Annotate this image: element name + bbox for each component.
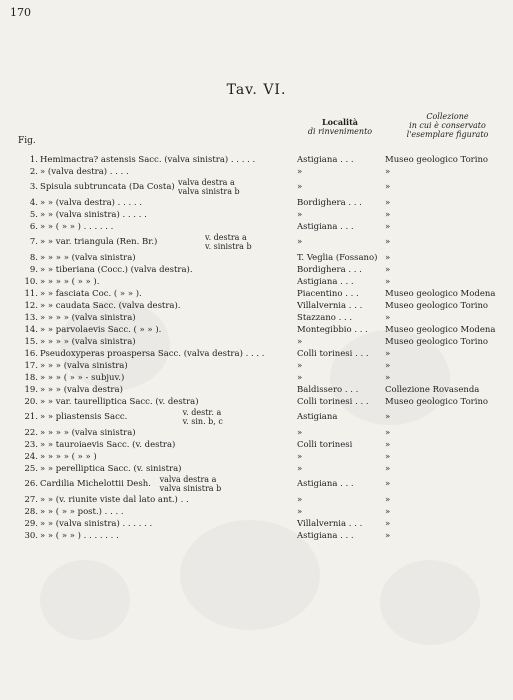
specimen-description: » » caudata Sacc. (valva destra).: [40, 301, 181, 311]
locality-cell: Astigiana . . .: [297, 222, 354, 232]
collection-cell: »: [385, 519, 391, 529]
locality-cell: »: [297, 337, 303, 347]
collection-cell: »: [385, 210, 391, 220]
valve-bracket: [183, 408, 223, 426]
collection-cell: »: [385, 464, 391, 474]
collection-cell: Museo geologico Torino: [385, 337, 489, 347]
figure-number: 4.: [29, 198, 38, 208]
locality-cell: »: [297, 361, 303, 371]
specimen-description: » » ( » » post.) . . . .: [40, 507, 124, 517]
specimen-description: » » (valva destra) . . . . .: [40, 198, 142, 208]
specimen-description: » » » » ( » » ).: [40, 277, 100, 287]
collection-cell: »: [385, 412, 391, 422]
specimen-description: » » » » (valva sinistra): [40, 253, 136, 263]
locality-cell: »: [297, 210, 303, 220]
collection-cell: Collezione Rovasenda: [385, 385, 480, 395]
locality-cell: Bordighera . . .: [297, 265, 362, 275]
collection-cell: »: [385, 479, 391, 489]
figure-number: 27.: [24, 495, 38, 505]
locality-cell: Astigiana . . .: [297, 277, 354, 287]
figure-number: 11.: [24, 289, 38, 299]
specimen-description: Hemimactra? astensis Sacc. (valva sinistra) . . . . .: [40, 155, 256, 165]
table-row: [0, 288, 513, 300]
table-row: [0, 264, 513, 276]
figure-number: 6.: [29, 222, 38, 232]
valve-bracket: [178, 178, 240, 196]
specimen-description: » » » (valva destra): [40, 385, 123, 395]
locality-cell: »: [297, 182, 303, 192]
collection-cell: »: [385, 237, 391, 247]
table-row: [0, 209, 513, 221]
locality-cell: Colli torinesi . . .: [297, 397, 369, 407]
collection-header-line: in cui è conservato: [409, 121, 486, 130]
table-row: [0, 252, 513, 264]
collection-cell: »: [385, 277, 391, 287]
locality-cell: »: [297, 428, 303, 438]
specimen-description: » » » (valva sinistra): [40, 361, 128, 371]
specimen-description: Spisula subtruncata (Da Costa): [40, 182, 175, 192]
figure-number: 8.: [29, 253, 38, 263]
collection-cell: Museo geologico Modena: [385, 325, 496, 335]
valve-label: v. destr. a: [182, 408, 222, 417]
valve-label: valva sinistra b: [159, 484, 222, 493]
locality-cell: Villalvernia . . .: [297, 301, 363, 311]
table-row: [0, 166, 513, 178]
collection-cell: »: [385, 507, 391, 517]
valve-label: valva destra a: [178, 178, 235, 187]
locality-cell: Colli torinesi: [297, 440, 353, 450]
figure-number: 20.: [24, 397, 38, 407]
locality-cell: »: [297, 373, 303, 383]
figure-number: 22.: [24, 428, 38, 438]
table-row: [0, 427, 513, 439]
collection-header-line: l'esemplare figurato: [406, 130, 489, 139]
collection-cell: »: [385, 198, 391, 208]
collection-cell: »: [385, 349, 391, 359]
collection-cell: »: [385, 531, 391, 541]
figure-number: 28.: [24, 507, 38, 517]
locality-column-header: [300, 118, 380, 136]
table-row: [0, 518, 513, 530]
valve-label: v. sinistra b: [205, 242, 252, 251]
figure-number: 1.: [29, 155, 38, 165]
table-row: [0, 506, 513, 518]
collection-cell: »: [385, 313, 391, 323]
figure-number: 15.: [24, 337, 38, 347]
valve-label: valva destra a: [159, 475, 217, 484]
specimen-description: Pseudoxyperas proaspersa Sacc. (valva destra) . . . .: [40, 349, 265, 359]
collection-cell: »: [385, 265, 391, 275]
collection-cell: »: [385, 373, 391, 383]
collection-column-header: [385, 112, 510, 139]
specimen-description: » (valva destra) . . . .: [40, 167, 129, 177]
specimen-description: » » var. taurelliptica Sacc. (v. destra): [40, 397, 199, 407]
table-row: [0, 324, 513, 336]
specimen-description: » » ( » » ) . . . . . . .: [40, 531, 119, 541]
locality-cell: »: [297, 507, 303, 517]
page-number: 170: [10, 6, 31, 19]
figure-number: 19.: [24, 385, 38, 395]
table-row: [0, 221, 513, 233]
specimen-description: » » » » ( » » ): [40, 452, 97, 462]
locality-cell: Baldissero . . .: [297, 385, 359, 395]
locality-cell: Montegibbio . . .: [297, 325, 368, 335]
locality-cell: Astigiana . . .: [297, 155, 354, 165]
table-row: [0, 408, 513, 427]
specimen-description: » » fasciata Coc. ( » » ).: [40, 289, 142, 299]
figure-number: 13.: [24, 313, 38, 323]
table-row: [0, 396, 513, 408]
locality-cell: »: [297, 452, 303, 462]
locality-cell: »: [297, 495, 303, 505]
specimen-description: » » (valva sinistra) . . . . . .: [40, 519, 153, 529]
specimen-description: » » (v. riunite viste dal lato ant.) . .: [40, 495, 189, 505]
collection-cell: »: [385, 182, 391, 192]
table-row: [0, 178, 513, 197]
table-row: [0, 494, 513, 506]
specimen-description: » » » » (valva sinistra): [40, 337, 136, 347]
table-row: [0, 360, 513, 372]
locality-header-line: Località: [322, 117, 358, 127]
table-row: [0, 197, 513, 209]
collection-cell: »: [385, 495, 391, 505]
table-row: [0, 233, 513, 252]
valve-bracket: [205, 233, 252, 251]
figure-number: 21.: [24, 412, 38, 422]
specimen-description: » » pliastensis Sacc.: [40, 412, 128, 422]
collection-cell: »: [385, 361, 391, 371]
specimen-description: » » tauroiaevis Sacc. (v. destra): [40, 440, 176, 450]
collection-cell: »: [385, 452, 391, 462]
show-through-shape: [40, 560, 130, 640]
figure-number: 9.: [29, 265, 38, 275]
specimen-description: » » » » (valva sinistra): [40, 313, 136, 323]
table-row: [0, 372, 513, 384]
locality-cell: Astigiana . . .: [297, 531, 354, 541]
figure-list: [0, 154, 513, 542]
locality-cell: Astigiana . . .: [297, 479, 354, 489]
figure-number: 16.: [24, 349, 38, 359]
table-row: [0, 475, 513, 494]
table-row: [0, 312, 513, 324]
table-row: [0, 276, 513, 288]
locality-cell: Piacentino . . .: [297, 289, 359, 299]
valve-label: valva sinistra b: [178, 187, 240, 196]
specimen-description: » » ( » » ) . . . . . .: [40, 222, 114, 232]
figure-number: 10.: [24, 277, 38, 287]
locality-header-line: di rinvenimento: [307, 127, 373, 136]
table-row: [0, 348, 513, 360]
specimen-description: » » » » (valva sinistra): [40, 428, 136, 438]
collection-cell: »: [385, 222, 391, 232]
locality-cell: Bordighera . . .: [297, 198, 362, 208]
table-row: [0, 530, 513, 542]
locality-cell: Stazzano . . .: [297, 313, 353, 323]
collection-cell: »: [385, 440, 391, 450]
figure-number: 23.: [24, 440, 38, 450]
show-through-shape: [380, 560, 480, 645]
collection-cell: Museo geologico Modena: [385, 289, 496, 299]
specimen-description: Cardilia Michelottii Desh.: [40, 479, 151, 489]
table-row: [0, 154, 513, 166]
table-row: [0, 300, 513, 312]
figure-number: 12.: [24, 301, 38, 311]
locality-cell: »: [297, 464, 303, 474]
locality-cell: Astigiana: [297, 412, 338, 422]
valve-bracket: [160, 475, 222, 493]
collection-header-line: Collezione: [426, 112, 469, 121]
figure-number: 18.: [24, 373, 38, 383]
valve-label: v. sin. b, c: [182, 417, 223, 426]
collection-cell: Museo geologico Torino: [385, 155, 489, 165]
valve-label: v. destra a: [205, 233, 247, 242]
collection-cell: »: [385, 428, 391, 438]
figure-number: 7.: [29, 237, 38, 247]
collection-cell: Museo geologico Torino: [385, 397, 489, 407]
specimen-description: » » (valva sinistra) . . . . .: [40, 210, 147, 220]
figure-number: 14.: [24, 325, 38, 335]
figure-number: 3.: [29, 182, 38, 192]
figure-column-header: Fig.: [18, 136, 36, 146]
plate-title: Tav. VI.: [226, 82, 287, 98]
specimen-description: » » tiberiana (Cocc.) (valva destra).: [40, 265, 193, 275]
collection-cell: »: [385, 253, 391, 263]
figure-number: 30.: [24, 531, 38, 541]
table-row: [0, 463, 513, 475]
figure-number: 5.: [29, 210, 38, 220]
specimen-description: » » perelliptica Sacc. (v. sinistra): [40, 464, 182, 474]
specimen-description: » » var. triangula (Ren. Br.): [40, 237, 158, 247]
locality-cell: »: [297, 237, 303, 247]
specimen-description: » » parvolaevis Sacc. ( » » ).: [40, 325, 162, 335]
specimen-description: » » » ( » » - subjuv.): [40, 373, 125, 383]
locality-cell: Villalvernia . . .: [297, 519, 363, 529]
table-row: [0, 451, 513, 463]
figure-number: 17.: [24, 361, 38, 371]
locality-cell: »: [297, 167, 303, 177]
figure-number: 26.: [24, 479, 38, 489]
figure-number: 25.: [24, 464, 38, 474]
collection-cell: »: [385, 167, 391, 177]
table-row: [0, 336, 513, 348]
table-row: [0, 384, 513, 396]
locality-cell: T. Veglia (Fossano): [297, 253, 378, 263]
locality-cell: Colli torinesi . . .: [297, 349, 369, 359]
figure-number: 2.: [29, 167, 38, 177]
collection-cell: Museo geologico Torino: [385, 301, 489, 311]
table-row: [0, 439, 513, 451]
figure-number: 24.: [24, 452, 38, 462]
figure-number: 29.: [24, 519, 38, 529]
